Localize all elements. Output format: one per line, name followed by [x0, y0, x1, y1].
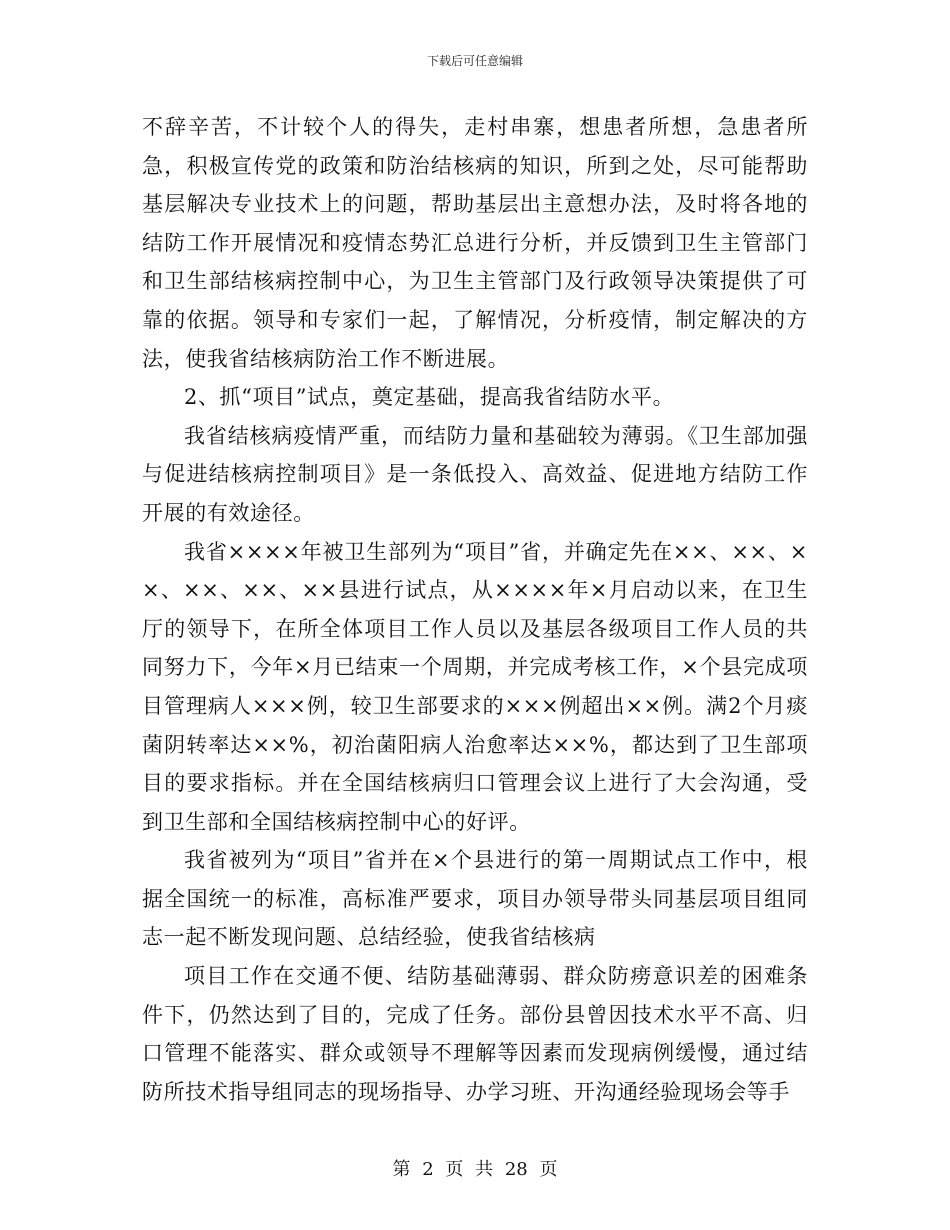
- header-note: 下载后可任意编辑: [426, 54, 523, 68]
- page-footer: [0, 1155, 950, 1181]
- paragraph-section-heading: 2、抓“项目”试点，奠定基础，提高我省结防水平。: [184, 385, 675, 410]
- page-header: [0, 52, 950, 69]
- paragraph: 我省结核病疫情严重，而结防力量和基础较为薄弱。《卫生部加强与促进结核病控制项目》是一条低投入、高效益、促进地方结防工作开展的有效途径。: [142, 423, 808, 525]
- paragraph: 项目工作在交通不便、结防基础薄弱、群众防痨意识差的困难条件下，仍然达到了目的，完成了任务。部份县曾因技术水平不高、归口管理不能落实、群众或领导不理解等因素而发现病例缓慢，通过结防所技术指导组同志的现场指导、办学习班、开沟通经验现场会等手: [142, 964, 808, 1104]
- paragraph: 我省××××年被卫生部列为“项目”省，并确定先在××、××、××、××、××、××县进行试点，从××××年×月启动以来，在卫生厅的领导下，在所全体项目工作人员以及基层各级项目工作人员的共同努力下，今年×月已结束一个周期，并完成考核工作，×个县完成项目管理病人×××例，较卫生部要求的×××例超出××例。满2个月痰菌阴转率达××%，初治菌阳病人治愈率达××%，都达到了卫生部项目的要求指标。并在全国结核病归口管理会议上进行了大会沟通，受到卫生部和全国结核病控制中心的好评。: [142, 539, 808, 834]
- paragraph-continuation: 不辞辛苦，不计较个人的得失，走村串寨，想患者所想，急患者所急，积极宣传党的政策和防治结核病的知识，所到之处，尽可能帮助基层解决专业技术上的问题，帮助基层出主意想办法，及时将各地的结防工作开展情况和疫情态势汇总进行分析，并反馈到卫生主管部门和卫生部结核病控制中心，为卫生主管部门及行政领导决策提供了可靠的依据。领导和专家们一起，了解情况，分析疫情，制定解决的方法，使我省结核病防治工作不断进展。: [142, 115, 808, 371]
- document-body: [142, 108, 808, 1111]
- page-number: 第 2 页 共 28 页: [392, 1159, 558, 1180]
- paragraph: 我省被列为“项目”省并在×个县进行的第一周期试点工作中，根据全国统一的标准，高标准严要求，项目办领导带头同基层项目组同志一起不断发现问题、总结经验，使我省结核病: [142, 848, 808, 950]
